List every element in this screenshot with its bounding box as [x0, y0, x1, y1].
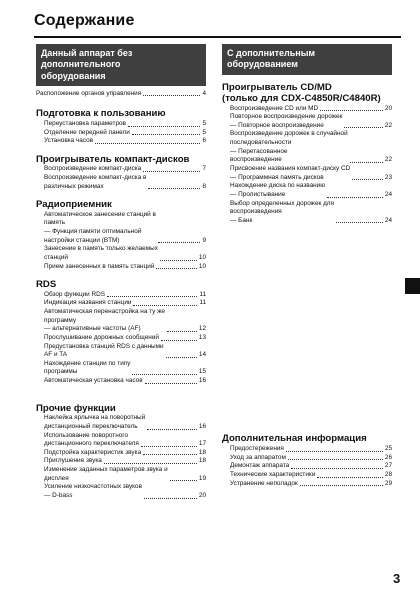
toc-entry-text: Нахождение станции по типу программы — [44, 359, 131, 376]
toc-entry-text: Индикация названия станции — [44, 299, 132, 307]
toc-entry — [36, 165, 206, 174]
section-heading: Радиоприемник — [36, 199, 112, 211]
right-band-line: оборудованием — [227, 59, 298, 70]
section-heading: Проигрыватель компакт-дисков — [36, 153, 190, 165]
toc-entry-text: Обзор функции RDS — [44, 290, 106, 298]
dot-leader — [144, 498, 197, 499]
dot-leader — [107, 296, 197, 297]
toc-entry-page: 27 — [384, 462, 392, 470]
right-column — [222, 44, 392, 488]
toc-entry-page: 18 — [198, 457, 206, 465]
toc-entry-page: 19 — [198, 474, 206, 482]
toc-entry — [36, 291, 206, 300]
dot-leader — [166, 357, 197, 358]
dot-leader — [104, 463, 197, 464]
dot-leader — [288, 459, 383, 460]
dot-leader — [145, 383, 197, 384]
toc-entry — [36, 334, 206, 343]
toc-entry-page: 22 — [384, 121, 392, 129]
toc-entry — [36, 129, 206, 138]
toc-entry-text: Воспроизведение компакт-диска в различных режимах — [44, 173, 147, 190]
dot-leader — [128, 126, 200, 127]
toc-entry-text: Расположение органов управления — [36, 89, 142, 97]
toc-entry — [36, 308, 206, 334]
dot-leader — [286, 451, 383, 452]
toc-entry-text: Повторное воспроизведение дорожек — Повторное воспроизведение — [230, 113, 343, 129]
section-heading: Проигрыватель CD/MD (только для CDX-C4850R/C4840R) — [222, 81, 381, 104]
side-tab-marker — [405, 278, 420, 294]
toc-entry-text: Воспроизведение CD или MD — [230, 104, 319, 112]
toc-entry-page: 7 — [202, 165, 206, 173]
toc-entry-text: Усиление низкочастотных звуков — D-bass — [44, 483, 142, 500]
toc-entry — [36, 120, 206, 129]
toc-entry — [222, 165, 392, 182]
dot-leader — [143, 454, 197, 455]
toc-entry-text: Занесение в память только желаемых станций — [44, 245, 158, 261]
section-heading: Дополнительная информация — [222, 433, 367, 445]
toc-entry-page: 28 — [384, 470, 392, 478]
dot-leader — [317, 477, 383, 478]
toc-entry-page: 16 — [198, 377, 206, 385]
toc-entry-text: Уход за аппаратом — [230, 453, 286, 461]
toc-entry-text: Изменение заданных параметров звука и дисплея — [44, 466, 168, 482]
toc-entry-page: 22 — [384, 156, 392, 164]
toc-entry — [36, 90, 206, 99]
toc-entry-text: Наклейка ярлычка на поворотный дистанционный переключатель — [44, 414, 146, 430]
toc-entry-page: 24 — [384, 190, 392, 198]
toc-entry — [36, 466, 206, 483]
toc-entry-page: 13 — [198, 333, 206, 341]
toc-entry-text: Присвоение названия компакт-диску CD — Программная память дисков — [230, 164, 351, 181]
toc-entry-text: Переустановка параметров — [44, 119, 126, 127]
dot-leader — [336, 222, 383, 223]
toc-entry — [222, 462, 392, 471]
toc-entry-text: Устранение неполадок — [230, 479, 298, 487]
toc-entry-text: Предостережения — [230, 444, 284, 452]
toc-entry — [222, 113, 392, 130]
toc-entry — [36, 343, 206, 360]
toc-entry — [36, 299, 206, 308]
toc-section — [36, 154, 206, 191]
toc-entry-text: Предустановка станций RDS с данными AF и TA — [44, 342, 164, 359]
dot-leader — [352, 179, 383, 180]
page-title: Содержание — [34, 12, 135, 29]
title-rule — [34, 36, 401, 38]
dot-leader — [147, 429, 197, 430]
toc-entry — [222, 454, 392, 463]
right-band-line: С дополнительным — [227, 48, 316, 58]
toc-entry — [222, 471, 392, 480]
dot-leader — [327, 197, 383, 198]
dot-leader — [143, 95, 200, 96]
toc-entry-text: Подстройка характеристик звука — [44, 448, 142, 456]
toc-section — [222, 433, 392, 488]
dot-leader — [167, 331, 197, 332]
toc-entry — [222, 130, 392, 165]
dot-leader — [344, 127, 383, 128]
dot-leader — [132, 374, 196, 375]
dot-leader — [141, 446, 197, 447]
dot-leader — [156, 268, 197, 269]
toc-entry-text: Демонтаж аппарата — [230, 462, 290, 470]
toc-entry — [36, 457, 206, 466]
toc-entry-page: 18 — [198, 448, 206, 456]
left-band-line: дополнительного — [41, 59, 121, 70]
toc-entry-page: 16 — [198, 422, 206, 430]
dot-leader — [133, 305, 197, 306]
toc-entry — [222, 200, 392, 226]
toc-entry-page: 11 — [199, 299, 206, 307]
dot-leader — [170, 480, 197, 481]
toc-entry — [36, 414, 206, 431]
toc-entry — [36, 137, 206, 146]
toc-entry — [222, 480, 392, 489]
toc-entry-text: Нахождение диска по названию — Пролистывание — [230, 182, 326, 198]
toc-entry-page: 10 — [198, 253, 206, 261]
toc-entry-text: Прослушивание дорожных сообщений — [44, 333, 159, 341]
toc-entry — [36, 377, 206, 386]
toc-entry — [36, 211, 206, 246]
toc-entry-text: Отделение передней панели — [44, 128, 130, 136]
dot-leader — [148, 188, 200, 189]
toc-entry — [222, 182, 392, 199]
toc-entry-page: 17 — [198, 440, 206, 448]
toc-entry-text: Прием занесенных в память станций — [44, 262, 155, 270]
toc-entry-text: Автоматическое занесение станций в память — Функция памяти оптимальной настройки станции (BTM) — [44, 210, 156, 244]
toc-section — [36, 279, 206, 386]
dot-leader — [350, 162, 383, 163]
section-heading: RDS — [36, 279, 57, 291]
toc-entry — [36, 174, 206, 191]
dot-leader — [143, 171, 200, 172]
toc-entry-page: 4 — [202, 89, 206, 97]
toc-entry-text: Использование поворотного дистанционного переключателя — [44, 431, 139, 448]
toc-entry-text: Автоматическая установка часов — [44, 377, 143, 385]
toc-entry-page: 20 — [384, 104, 392, 112]
toc-entry-page: 11 — [199, 290, 206, 298]
dot-leader — [320, 110, 383, 111]
section-heading: Прочие функции — [36, 402, 116, 414]
right-band — [222, 44, 392, 75]
left-band-line: Данный аппарат без — [41, 48, 133, 58]
toc-section — [36, 403, 206, 501]
dot-leader — [300, 485, 383, 486]
toc-entry-text: Воспроизведение дорожек в случайной последовательности — Перетасованное воспроизведение — [230, 130, 348, 164]
toc-entry-page: 12 — [198, 325, 206, 333]
toc-entry-page: 26 — [384, 453, 392, 461]
toc-entry-page: 25 — [384, 444, 392, 452]
toc-entry — [36, 449, 206, 458]
toc-section — [222, 82, 392, 226]
toc-entry-text: Автоматическая перенастройка на ту же программу — альтернативные частоты (AF) — [44, 308, 165, 333]
page-number: 3 — [393, 571, 401, 586]
toc-entry-page: 5 — [202, 128, 206, 136]
toc-entry-text: Воспроизведение компакт-диска — [44, 165, 142, 173]
toc-entry-page: 8 — [202, 182, 206, 190]
dot-leader — [132, 134, 201, 135]
section-heading: Подготовка к пользованию — [36, 108, 166, 120]
toc-entry-page: 5 — [202, 119, 206, 127]
toc-entry-page: 15 — [198, 368, 206, 376]
toc-entry-page: 23 — [384, 173, 392, 181]
toc-entry-page: 29 — [384, 479, 392, 487]
dot-leader — [158, 242, 201, 243]
toc-entry-text: Установка часов — [44, 137, 94, 145]
toc-entry — [36, 483, 206, 500]
toc-entry-page: 20 — [198, 492, 206, 500]
dot-leader — [161, 340, 197, 341]
toc-entry — [222, 445, 392, 454]
left-column — [36, 44, 206, 501]
toc-entry-page: 10 — [198, 262, 206, 270]
toc-entry — [36, 360, 206, 377]
dot-leader — [95, 143, 200, 144]
dot-leader — [291, 468, 383, 469]
toc-entry — [222, 105, 392, 114]
toc-entry-page: 24 — [384, 216, 392, 224]
toc-entry — [36, 263, 206, 272]
dot-leader — [160, 260, 197, 261]
toc-entry — [36, 245, 206, 262]
toc-entry-page: 6 — [202, 137, 206, 145]
toc-section — [36, 199, 206, 271]
left-band — [36, 44, 206, 86]
toc-entry-text: Выбор определенных дорожек для воспроизведения — Банк — [230, 199, 334, 224]
toc-section — [36, 108, 206, 145]
toc-entry-text: Технические характеристики — [230, 470, 316, 478]
toc-entry-text: Приглушение звука — [44, 457, 102, 465]
left-band-line: оборудования — [41, 70, 106, 81]
toc-entry-page: 14 — [198, 351, 206, 359]
toc-entry-page: 9 — [202, 236, 206, 244]
toc-entry — [36, 432, 206, 449]
